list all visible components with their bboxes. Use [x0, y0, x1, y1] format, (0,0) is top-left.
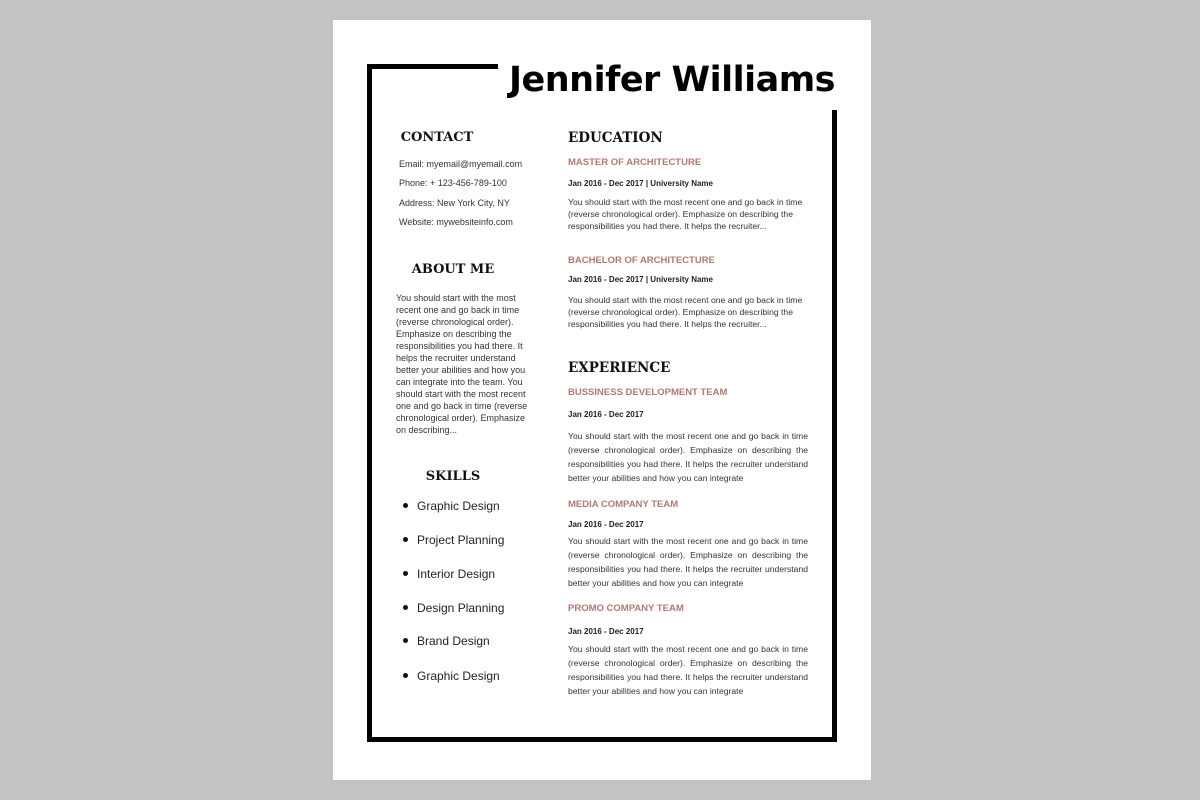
resume-name: Jennifer Williams	[509, 60, 836, 100]
skill-item: Design Planning	[403, 601, 504, 615]
skill-item: Graphic Design	[403, 669, 500, 683]
bullet-icon	[403, 605, 408, 610]
about-text: You should start with the most recent one and go back in time (reverse chronological order). Emphasize on describing the responsibilities you had there. It helps the recruiter understand better your abilities and how you can integrate into the team. You should start with the most recent one and go back in time (reverse chronological order). Emphasize on describing...	[396, 293, 528, 435]
frame-top-bar	[367, 64, 498, 69]
bullet-icon	[403, 673, 408, 678]
contact-address: Address: New York City, NY	[399, 198, 510, 208]
bullet-icon	[403, 503, 408, 508]
about-heading: ABOUT ME	[411, 262, 495, 277]
education-description: You should start with the most recent one and go back in time (reverse chronological order). Emphasize on describing the responsibilities you had there. It helps the recruiter...	[568, 295, 803, 329]
skill-item: Brand Design	[403, 634, 490, 648]
bullet-icon	[403, 537, 408, 542]
experience-title: PROMO COMPANY TEAM	[568, 603, 684, 614]
education-heading: EDUCATION	[568, 130, 663, 146]
education-title: MASTER OF ARCHITECTURE	[568, 157, 702, 168]
education-date: Jan 2016 - Dec 2017 | University Name	[568, 275, 713, 284]
skill-item: Graphic Design	[403, 499, 500, 513]
frame-right-bar	[832, 110, 837, 742]
bullet-icon	[403, 571, 408, 576]
contact-phone: Phone: + 123-456-789-100	[399, 178, 507, 188]
experience-description: You should start with the most recent one and go back in time (reverse chronological order). Emphasize on describing the responsibilities you had there. It helps the recruiter understand better your abilities and how you can integrate	[568, 644, 808, 696]
experience-heading: EXPERIENCE	[568, 360, 671, 376]
experience-title: BUSSINESS DEVELOPMENT TEAM	[568, 387, 728, 398]
experience-date: Jan 2016 - Dec 2017	[568, 410, 644, 419]
contact-website: Website: mywebsiteinfo.com	[399, 217, 513, 227]
experience-date: Jan 2016 - Dec 2017	[568, 627, 644, 636]
skill-item: Interior Design	[403, 567, 495, 581]
education-date: Jan 2016 - Dec 2017 | University Name	[568, 179, 713, 188]
frame-left-bar	[367, 64, 372, 742]
education-description: You should start with the most recent one and go back in time (reverse chronological order). Emphasize on describing the responsibilities you had there. It helps the recruiter...	[568, 197, 803, 231]
skills-heading: SKILLS	[425, 469, 481, 484]
frame-bottom-bar	[367, 737, 837, 742]
contact-email: Email: myemail@myemail.com	[399, 159, 523, 169]
experience-title: MEDIA COMPANY TEAM	[568, 499, 679, 510]
resume-page	[333, 20, 871, 780]
experience-date: Jan 2016 - Dec 2017	[568, 520, 644, 529]
experience-description: You should start with the most recent one and go back in time (reverse chronological order). Emphasize on describing the responsibilities you had there. It helps the recruiter understand better your abilities and how you can integrate	[568, 536, 808, 588]
contact-heading: CONTACT	[400, 130, 474, 145]
experience-description: You should start with the most recent one and go back in time (reverse chronological order). Emphasize on describing the responsibilities you had there. It helps the recruiter understand better your abilities and how you can integrate	[568, 431, 808, 483]
skill-item: Project Planning	[403, 533, 504, 547]
education-title: BACHELOR OF ARCHITECTURE	[568, 255, 715, 266]
bullet-icon	[403, 638, 408, 643]
